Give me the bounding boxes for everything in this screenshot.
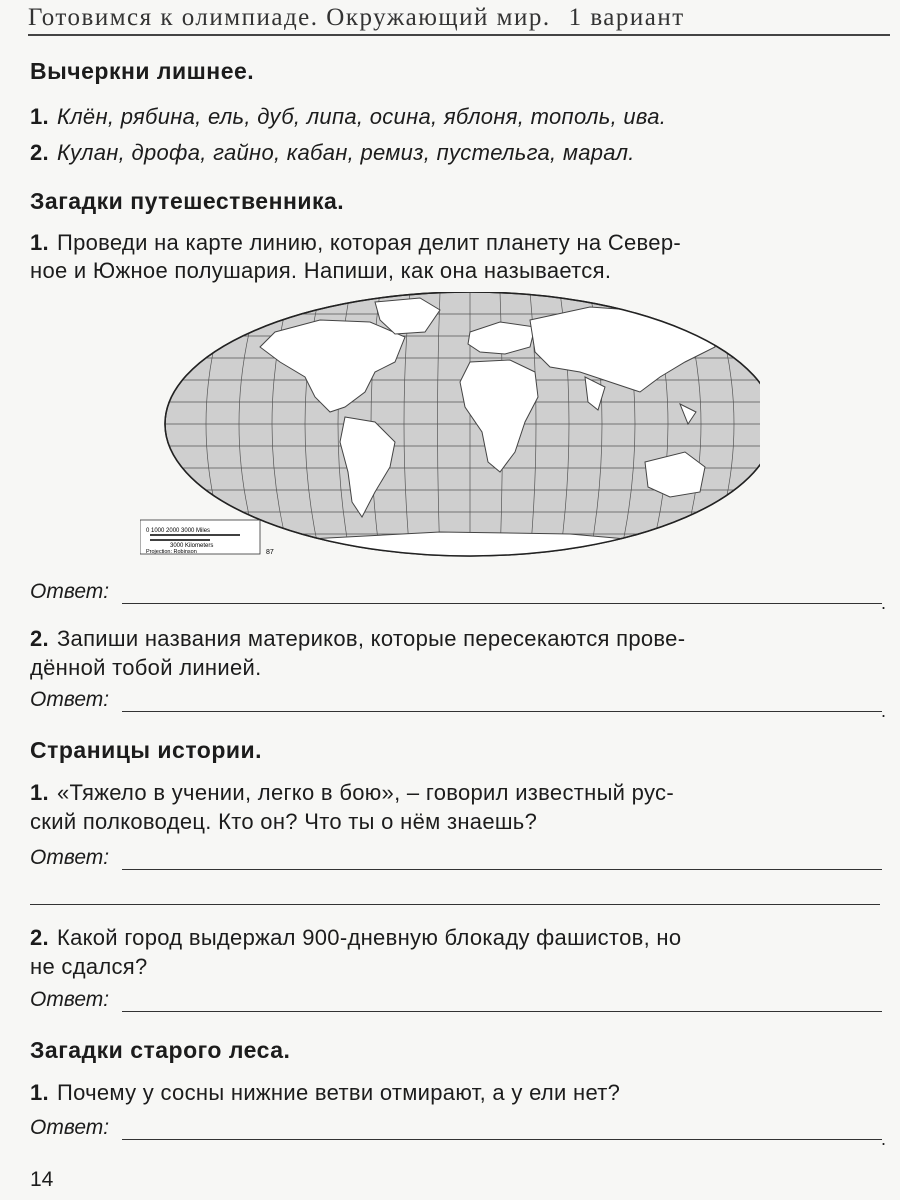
header-title: Готовимся к олимпиаде. Окружающий мир. [28, 4, 551, 31]
question-line: ский полководец. Кто он? Что ты о нём знаешь? [30, 809, 538, 834]
world-map-image [140, 292, 760, 567]
question-number: 2. [30, 925, 49, 950]
question-line [30, 230, 681, 256]
cross-out-item-2 [30, 140, 635, 166]
question-line [30, 626, 685, 652]
answer-field[interactable] [122, 1139, 882, 1140]
header-variant: 1 вариант [568, 4, 685, 31]
cross-out-item-1 [30, 104, 666, 130]
question-text: Запиши названия материков, которые пересекаются прове- [56, 626, 686, 651]
answer-line [30, 988, 886, 1018]
question-line [30, 780, 674, 806]
question-number: 1. [30, 780, 49, 805]
answer-field[interactable] [122, 1011, 882, 1012]
answer-label: Ответ: [30, 580, 110, 603]
map-lat-label: 87 [266, 549, 274, 556]
answer-label: Ответ: [30, 846, 110, 869]
page-header [28, 0, 890, 36]
question-line: дённой тобой линией. [30, 655, 262, 680]
map-scale-km: 3000 Kilometers [170, 543, 214, 549]
question-line: не сдался? [30, 954, 148, 979]
item-number: 1. [30, 104, 49, 129]
section-title-cross-out: Вычеркни лишнее. [30, 58, 255, 84]
section-title-history: Страницы истории. [30, 737, 263, 763]
question-text: Почему у сосны нижние ветви отмирают, а у ели нет? [56, 1080, 621, 1105]
question-text: Проведи на карте линию, которая делит планету на Север- [56, 230, 681, 255]
answer-dot: . [880, 1129, 886, 1149]
answer-label: Ответ: [30, 1116, 110, 1139]
map-projection: Projection: Robinson [146, 549, 197, 555]
answer-label: Ответ: [30, 688, 110, 711]
section-title-forest: Загадки старого леса. [30, 1037, 291, 1063]
item-text: Кулан, дрофа, гайно, кабан, ремиз, пустельга, марал. [56, 140, 635, 165]
page-number: 14 [30, 1168, 54, 1191]
answer-field[interactable] [122, 869, 882, 870]
question-number: 1. [30, 230, 49, 255]
answer-line [30, 1116, 886, 1149]
answer-label: Ответ: [30, 988, 110, 1011]
item-text: Клён, рябина, ель, дуб, липа, осина, яблоня, тополь, ива. [56, 104, 667, 129]
answer-extra-line[interactable] [30, 904, 880, 905]
map-scale-miles: 0 1000 2000 3000 Miles [146, 528, 211, 534]
section-title-traveler: Загадки путешественника. [30, 188, 345, 214]
question-text: Какой город выдержал 900-дневную блокаду фашистов, но [56, 925, 682, 950]
map-scale-legend [140, 520, 260, 555]
answer-dot: . [880, 701, 886, 721]
answer-line [30, 580, 886, 613]
question-line: ное и Южное полушария. Напиши, как она называется. [30, 258, 612, 283]
answer-line [30, 846, 886, 876]
answer-dot: . [880, 593, 886, 613]
question-line [30, 925, 681, 951]
answer-field[interactable] [122, 711, 882, 712]
answer-field[interactable] [122, 603, 882, 604]
answer-line [30, 688, 886, 721]
question-line [30, 1080, 620, 1106]
question-number: 1. [30, 1080, 49, 1105]
item-number: 2. [30, 140, 49, 165]
question-text: «Тяжело в учении, легко в бою», – говорил известный рус- [56, 780, 674, 805]
question-number: 2. [30, 626, 49, 651]
